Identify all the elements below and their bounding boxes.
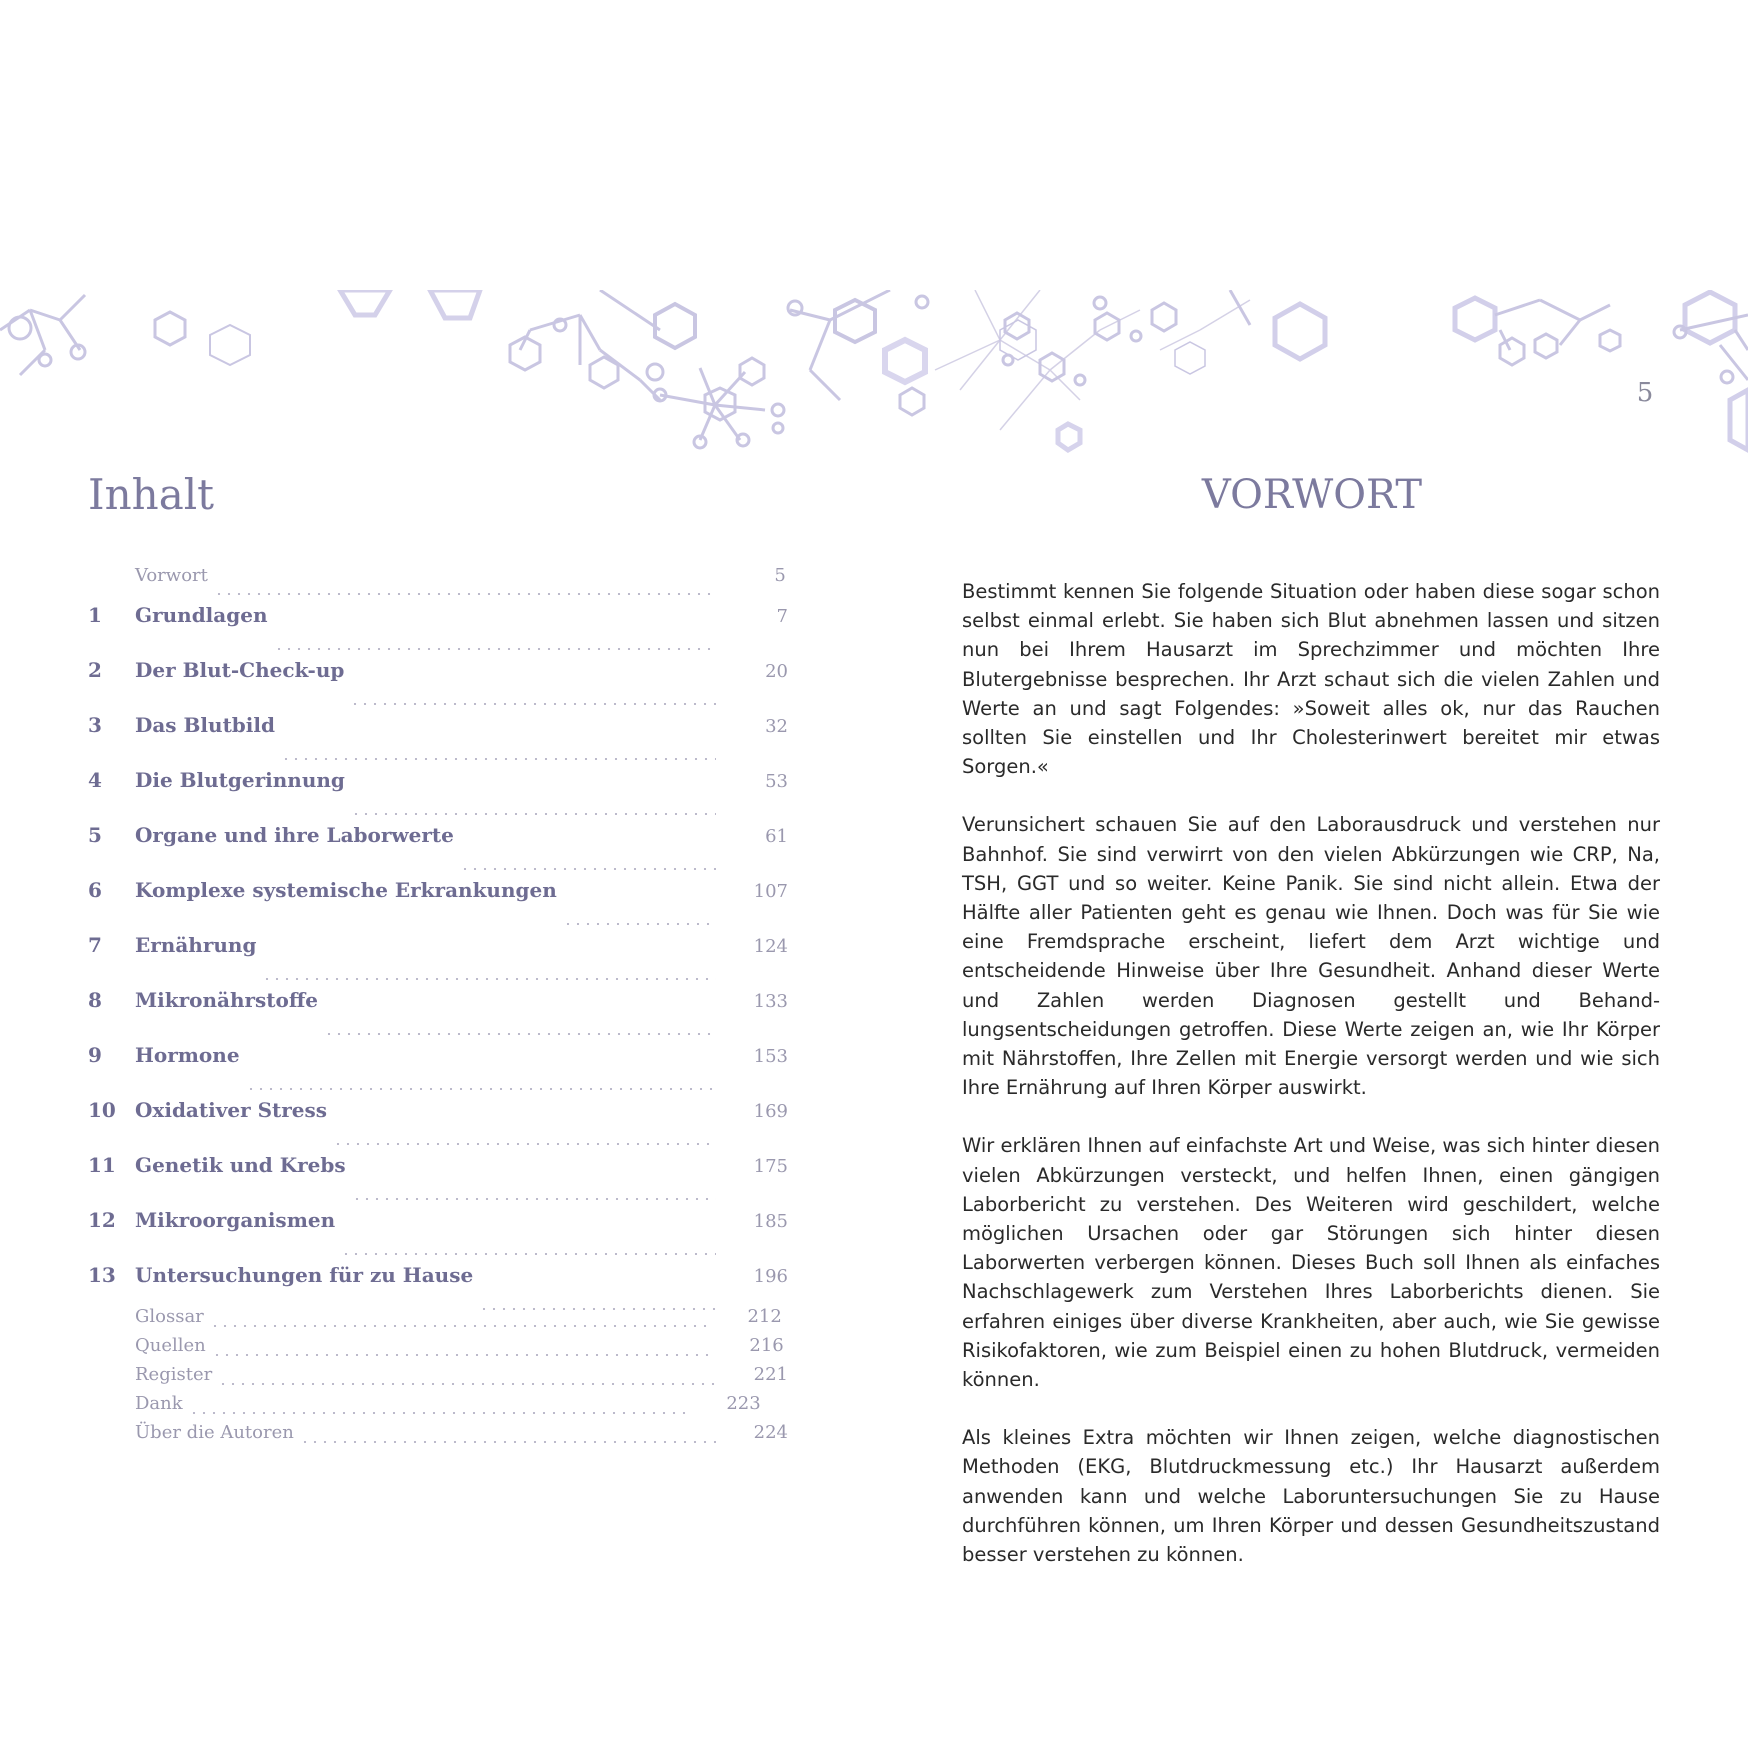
toc-entry-page: 223 (726, 1393, 761, 1414)
toc-entry-page: 32 (765, 716, 788, 737)
toc-entry-label: Vorwort (135, 565, 208, 586)
toc-dot-leader (214, 593, 714, 595)
toc-entry-label: Ernährung (135, 933, 257, 957)
toc-entry-page: 124 (753, 936, 788, 957)
toc-entry-label: Quellen (135, 1335, 206, 1356)
vorwort-paragraph: Bestimmt kennen Sie folgende Situation oder haben diese sogar schon selbst einmal erlebt. Sie haben sich Blut abnehmen lassen und sitzen nun bei Ihrem Hausarzt im Sprechzimmer und möchten Ihre Blutergebnisse besprechen. Ihr Arzt schaut sich die vielen Zahlen und Werte an und sagt Folgendes: »Soweit alles ok, nur das Rauchen sollten Sie einstellen und Ihr Cholesterinwert bereitet mir etwas Sorgen.« (962, 580, 1660, 779)
toc-dot-leader (274, 648, 717, 650)
toc-entry-label: Über die Autoren (135, 1422, 294, 1443)
toc-entry (88, 1306, 788, 1335)
toc-entry-number: 12 (88, 1208, 116, 1232)
toc-entry-label: Mikronährstoffe (135, 988, 319, 1012)
toc-entry-page: 153 (753, 1046, 788, 1067)
toc-entry-label: Der Blut-Check-up (135, 658, 345, 682)
vorwort-body (962, 577, 1660, 1598)
toc-entry-number: 8 (88, 988, 102, 1012)
toc-dot-leader (210, 1325, 710, 1327)
toc-entry-number: 7 (88, 933, 102, 957)
vorwort-title: VORWORT (1201, 472, 1423, 518)
toc-dot-leader (212, 1354, 712, 1356)
toc-entry-page: 169 (753, 1101, 788, 1122)
toc-entry-number: 5 (88, 823, 102, 847)
toc-entry-label: Grundlagen (135, 603, 268, 627)
toc-dot-leader (563, 923, 716, 925)
toc-entry-label: Untersuchungen für zu Hause (135, 1263, 474, 1287)
toc-dot-leader (324, 1033, 716, 1035)
toc-entry (88, 1364, 788, 1393)
toc-entry (88, 878, 788, 933)
toc-entry (88, 768, 788, 823)
toc-entry-label: Glossar (135, 1306, 204, 1327)
toc-dot-leader (333, 1143, 716, 1145)
toc-entry (88, 933, 788, 988)
toc-entry-label: Register (135, 1364, 213, 1385)
toc-entry-number: 10 (88, 1098, 116, 1122)
toc-entry (88, 823, 788, 878)
toc-entry (88, 565, 788, 603)
toc-entry-label: Komplexe systemische Erkrankungen (135, 878, 557, 902)
toc-entry (88, 713, 788, 768)
vorwort-paragraph: Als kleines Extra möchten wir Ihnen zeigen, welche diagnostischen Methoden (EKG, Blutdruckmessung etc.) Ihr Hausarzt außerdem anwenden kann und welche Laboruntersuchungen Sie zu Hause durchführen können, um Ihren Körper und dessen Gesundheitszustand besser verstehen zu können. (962, 1426, 1660, 1567)
toc-dot-leader (350, 703, 716, 705)
toc-entry-page: 224 (753, 1422, 788, 1443)
toc-entry-number: 1 (88, 603, 102, 627)
toc-entry (88, 1208, 788, 1263)
toc-entry (88, 988, 788, 1043)
toc-entry-page: 196 (753, 1266, 788, 1287)
toc-dot-leader (262, 978, 716, 980)
toc-entry-number: 9 (88, 1043, 102, 1067)
toc-dot-leader (189, 1412, 689, 1414)
toc-entry-page: 7 (776, 606, 788, 627)
toc-entry-number: 13 (88, 1263, 116, 1287)
toc-entry-label: Dank (135, 1393, 183, 1414)
toc-entry-page: 185 (753, 1211, 788, 1232)
toc-entry (88, 1043, 788, 1098)
page-number: 5 (1636, 378, 1654, 408)
molecule-banner-decoration (0, 290, 1748, 460)
toc-entry-label: Genetik und Krebs (135, 1153, 346, 1177)
toc-dot-leader (351, 813, 716, 815)
toc-entry-page: 107 (753, 881, 788, 902)
toc-entry-number: 6 (88, 878, 102, 902)
toc-dot-leader (300, 1441, 716, 1443)
toc-entry (88, 1335, 788, 1364)
toc-entry-label: Oxidativer Stress (135, 1098, 328, 1122)
toc-entry-label: Hormone (135, 1043, 240, 1067)
toc-entry-number: 4 (88, 768, 102, 792)
toc-entry (88, 1422, 788, 1451)
vorwort-paragraph: Wir erklären Ihnen auf einfachste Art und Weise, was sich hinter diesen vielen Abkürzungen versteckt, und helfen Ihnen, einen gängigen Laborbericht zu verstehen. Des Weiteren wird geschildert, welche möglichen Ursachen oder gar Störungen sich hinter diesen Laborwerten verbergen können. Dieses Buch soll Ihnen als einfaches Nachschlagewerk zum Verstehen Ihres Laborberichts dienen. Sie erfahren einiges über diverse Krankheiten, aber auch, wie Sie gewisse Risikofaktoren, wie zum Beispiel einen zu hohen Blutdruck, vermeiden können. (962, 1134, 1660, 1392)
toc-entry-page: 5 (774, 565, 786, 586)
toc-entry-label: Das Blutbild (135, 713, 275, 737)
toc-entry (88, 603, 788, 658)
toc-entry (88, 1153, 788, 1208)
toc-entry-label: Mikroorganismen (135, 1208, 336, 1232)
toc-entry-page: 53 (765, 771, 788, 792)
toc-title: Inhalt (88, 470, 215, 519)
toc-dot-leader (281, 758, 716, 760)
toc-entry-page: 212 (747, 1306, 782, 1327)
toc-entry-number: 2 (88, 658, 102, 682)
toc-dot-leader (341, 1253, 716, 1255)
toc-dot-leader (218, 1383, 716, 1385)
toc-entry-page: 20 (765, 661, 788, 682)
toc-entry (88, 658, 788, 713)
toc-entry-page: 216 (749, 1335, 784, 1356)
toc-entry (88, 1098, 788, 1153)
vorwort-paragraph: Verunsichert schauen Sie auf den Laborausdruck und verstehen nur Bahnhof. Sie sind verwirrt von den vielen Abkürzungen wie CRP, Na, TSH, GGT und so weiter. Keine Panik. Sie sind nicht allein. Etwa der Hälfte aller Patienten geht es genau wie Ihnen. Doch was für Sie wie eine Fremdsprache erscheint, liefert dem Arzt wichtige und entscheidende Hinweise über Ihre Gesundheit. Anhand dieser Werte und Zahlen werden Diagnosen gestellt und Behandlungsentscheidungen getroffen. Diese Werte zeigen an, wie Ihr Körper mit Nährstoffen, Ihre Zellen mit Energie versorgt werden und wie sich Ihre Ernährung auf Ihren Körper auswirkt. (962, 813, 1660, 1100)
toc-dot-leader (460, 868, 716, 870)
toc-dot-leader (352, 1198, 716, 1200)
toc-entry-page: 61 (765, 826, 788, 847)
toc-entry-page: 133 (753, 991, 788, 1012)
toc-entry-page: 175 (753, 1156, 788, 1177)
toc-dot-leader (479, 1308, 716, 1310)
toc-entry-page: 221 (753, 1364, 788, 1385)
toc-dot-leader (246, 1088, 716, 1090)
toc-entry (88, 1393, 788, 1422)
table-of-contents (88, 565, 788, 1451)
toc-entry-label: Die Blutgerinnung (135, 768, 345, 792)
toc-entry-number: 11 (88, 1153, 116, 1177)
toc-entry-label: Organe und ihre Laborwerte (135, 823, 454, 847)
toc-entry-number: 3 (88, 713, 102, 737)
